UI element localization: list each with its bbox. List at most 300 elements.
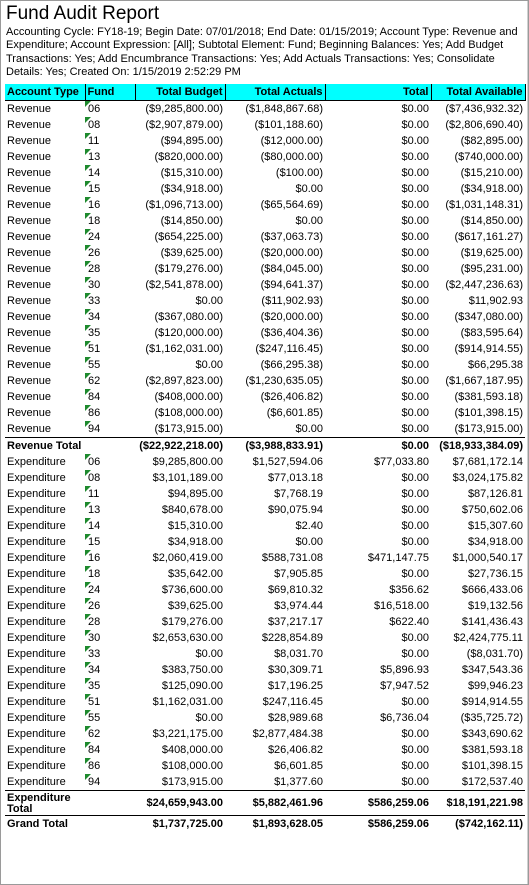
- total-budget-cell: ($2,897,823.00): [145, 375, 223, 387]
- total-actuals-cell: $30,309.71: [267, 664, 323, 676]
- total-available-cell: $172,537.40: [461, 776, 523, 788]
- total-available-cell: ($35,725.72): [460, 712, 523, 724]
- total-cell: $0.00: [401, 231, 429, 243]
- fund-cell[interactable]: 16: [85, 197, 135, 213]
- total-cell: $0.00: [401, 327, 429, 339]
- table-row: [5, 742, 525, 758]
- total-budget-cell: $3,101,189.00: [152, 472, 223, 484]
- total-available-cell: ($2,806,690.40): [445, 119, 523, 131]
- total-budget-cell: $0.00: [195, 295, 223, 307]
- total-actuals-cell: ($20,000.00): [260, 311, 323, 323]
- total-available-cell: ($14,850.00): [460, 215, 523, 227]
- total-actuals-cell: $0.00: [295, 423, 323, 435]
- total-cell: $0.00: [401, 776, 429, 788]
- table-body: [5, 101, 525, 833]
- fund-cell[interactable]: 14: [85, 165, 135, 181]
- total-actuals-cell: $0.00: [295, 215, 323, 227]
- total-budget-cell: ($2,907,879.00): [145, 119, 223, 131]
- total-actuals-cell: $37,217.17: [267, 616, 323, 628]
- revenue-total-row: [5, 438, 525, 455]
- total-actuals-cell: ($26,406.82): [260, 391, 323, 403]
- expenditure-total-row-available: $18,191,221.98: [431, 791, 525, 816]
- total-available-cell: ($347,080.00): [454, 311, 523, 323]
- total-budget-cell: ($15,310.00): [160, 167, 223, 179]
- table-row: [5, 181, 525, 197]
- total-available-cell: $666,433.06: [461, 584, 523, 596]
- total-available-cell: $66,295.38: [467, 359, 523, 371]
- fund-cell[interactable]: 51: [85, 341, 135, 357]
- total-actuals-cell: ($6,601.85): [266, 407, 323, 419]
- fund-cell[interactable]: 62: [85, 373, 135, 389]
- total-actuals-cell: ($100.00): [275, 167, 323, 179]
- table-row: [5, 293, 525, 309]
- total-budget-cell: $0.00: [195, 648, 223, 660]
- total-actuals-cell: ($84,045.00): [260, 263, 323, 275]
- table-row: [5, 598, 525, 614]
- account-type-cell: Expenditure: [7, 680, 66, 692]
- account-type-cell: Revenue: [7, 247, 52, 259]
- total-available-cell: $19,132.56: [467, 600, 523, 612]
- table-row: [5, 101, 525, 118]
- revenue-total-row-budget: ($22,922,218.00): [135, 438, 225, 455]
- total-available-cell: $2,424,775.11: [453, 632, 523, 644]
- total-cell: $0.00: [401, 247, 429, 259]
- total-cell: $0.00: [401, 536, 429, 548]
- total-budget-cell: ($367,080.00): [154, 311, 223, 323]
- revenue-total-row-actuals: ($3,988,833.91): [225, 438, 325, 455]
- grand-total-row-fund-blank: [85, 816, 135, 833]
- revenue-total-row-available: ($18,933,384.09): [431, 438, 525, 455]
- total-budget-cell: $35,642.00: [167, 568, 223, 580]
- table-row: [5, 309, 525, 325]
- fund-cell[interactable]: 26: [85, 598, 135, 614]
- table-row: [5, 486, 525, 502]
- fund-cell[interactable]: 11: [85, 486, 135, 502]
- total-actuals-cell: $1,527,594.06: [252, 456, 323, 468]
- account-type-cell: Revenue: [7, 231, 52, 243]
- table-row: [5, 678, 525, 694]
- total-cell: $0.00: [401, 135, 429, 147]
- total-available-cell: ($15,210.00): [460, 167, 523, 179]
- total-budget-cell: $108,000.00: [161, 760, 223, 772]
- total-cell: $0.00: [401, 744, 429, 756]
- total-available-cell: $87,126.81: [467, 488, 523, 500]
- total-available-cell: $1,000,540.17: [452, 552, 523, 564]
- total-actuals-cell: ($1,230,635.05): [245, 375, 323, 387]
- table-row: [5, 389, 525, 405]
- total-cell: $0.00: [401, 375, 429, 387]
- fund-cell[interactable]: 94: [85, 774, 135, 791]
- total-budget-cell: ($1,162,031.00): [145, 343, 223, 355]
- total-cell: $0.00: [401, 728, 429, 740]
- account-type-cell: Revenue: [7, 375, 52, 387]
- table-row: [5, 133, 525, 149]
- grand-total-row-actuals: $1,893,628.05: [225, 816, 325, 833]
- total-available-cell: $34,918.00: [467, 536, 523, 548]
- account-type-cell: Expenditure: [7, 504, 66, 516]
- account-type-cell: Revenue: [7, 327, 52, 339]
- fund-cell[interactable]: 11: [85, 133, 135, 149]
- table-row: [5, 229, 525, 245]
- grand-total-row-available: ($742,162.11): [431, 816, 525, 833]
- account-type-cell: Expenditure: [7, 632, 66, 644]
- total-available-cell: ($101,398.15): [454, 407, 523, 419]
- total-actuals-cell: $28,989.68: [267, 712, 323, 724]
- account-type-cell: Revenue: [7, 391, 52, 403]
- total-available-cell: ($1,031,148.31): [445, 199, 523, 211]
- total-budget-cell: $1,162,031.00: [152, 696, 223, 708]
- total-available-cell: $750,602.06: [461, 504, 523, 516]
- total-available-cell: ($34,918.00): [460, 183, 523, 195]
- col-header-total-actuals[interactable]: Total Actuals: [225, 84, 325, 101]
- account-type-cell: Expenditure: [7, 520, 66, 532]
- total-cell: $0.00: [401, 295, 429, 307]
- col-header-total-available[interactable]: Total Available: [431, 84, 525, 101]
- grand-total-row: [5, 816, 525, 833]
- total-cell: $0.00: [401, 760, 429, 772]
- total-budget-cell: ($94,895.00): [160, 135, 223, 147]
- total-available-cell: $381,593.18: [461, 744, 523, 756]
- table-row: [5, 405, 525, 421]
- total-budget-cell: $15,310.00: [167, 520, 223, 532]
- account-type-cell: Expenditure: [7, 616, 66, 628]
- fund-cell[interactable]: 62: [85, 726, 135, 742]
- col-header-total-budget[interactable]: Total Budget: [135, 84, 225, 101]
- fund-cell[interactable]: 18: [85, 566, 135, 582]
- total-actuals-cell: $90,075.94: [267, 504, 323, 516]
- total-budget-cell: $3,221,175.00: [152, 728, 223, 740]
- total-cell: $0.00: [401, 391, 429, 403]
- account-type-cell: Revenue: [7, 263, 52, 275]
- fund-cell[interactable]: 84: [85, 389, 135, 405]
- fund-cell[interactable]: 06: [85, 454, 135, 470]
- total-budget-cell: $9,285,800.00: [152, 456, 223, 468]
- table-row: [5, 470, 525, 486]
- page-edge: [527, 1, 528, 884]
- account-type-cell: Revenue: [7, 167, 52, 179]
- fund-cell[interactable]: 86: [85, 405, 135, 421]
- total-budget-cell: $0.00: [195, 712, 223, 724]
- total-actuals-cell: ($65,564.69): [260, 199, 323, 211]
- total-available-cell: ($83,595.64): [460, 327, 523, 339]
- total-available-cell: $99,946.23: [467, 680, 523, 692]
- expenditure-total-row-actuals: $5,882,461.96: [225, 791, 325, 816]
- table-row: [5, 662, 525, 678]
- table-row: [5, 149, 525, 165]
- account-type-cell: Revenue: [7, 423, 52, 435]
- account-type-cell: Revenue: [7, 119, 52, 131]
- total-available-cell: ($2,447,236.63): [445, 279, 523, 291]
- total-budget-cell: $94,895.00: [167, 488, 223, 500]
- table-row: [5, 774, 525, 791]
- table-row: [5, 277, 525, 293]
- table-row: [5, 213, 525, 229]
- report-parameters: Accounting Cycle: FY18-19; Begin Date: 07/01/2018; End Date: 01/15/2019; Account Type: Revenue and Expenditure; Account Expression: [All]; Subtotal Element: Fund; Beginning Balances: Yes; Add Budget Transactions: Yes; Add Encumbrance Transactions: Yes; Add Actuals Transactions: Yes; Consolidate Details: Yes; Created On: 1/15/2019 2:52:29 PM: [6, 26, 518, 79]
- account-type-cell: Revenue: [7, 103, 52, 115]
- expenditure-total-row-label: Expenditure Total: [5, 791, 85, 816]
- fund-cell[interactable]: 15: [85, 534, 135, 550]
- table-row: [5, 646, 525, 662]
- total-cell: $622.40: [389, 616, 429, 628]
- col-header-account-type[interactable]: Account Type: [5, 84, 85, 101]
- account-type-cell: Revenue: [7, 215, 52, 227]
- total-cell: $0.00: [401, 183, 429, 195]
- total-available-cell: $101,398.15: [461, 760, 523, 772]
- total-actuals-cell: ($36,404.36): [260, 327, 323, 339]
- total-budget-cell: $840,678.00: [161, 504, 223, 516]
- table-row: [5, 710, 525, 726]
- total-actuals-cell: $69,810.32: [267, 584, 323, 596]
- total-actuals-cell: ($66,295.38): [260, 359, 323, 371]
- expenditure-total-row-budget: $24,659,943.00: [135, 791, 225, 816]
- total-actuals-cell: $2,877,484.38: [252, 728, 323, 740]
- grand-total-row-total: $586,259.06: [325, 816, 431, 833]
- total-cell: $0.00: [401, 151, 429, 163]
- fund-cell[interactable]: 30: [85, 277, 135, 293]
- revenue-total-row-total: $0.00: [325, 438, 431, 455]
- total-cell: $0.00: [401, 359, 429, 371]
- table-row: [5, 630, 525, 646]
- table-row: [5, 502, 525, 518]
- total-cell: $0.00: [401, 472, 429, 484]
- fund-cell[interactable]: 30: [85, 630, 135, 646]
- account-type-cell: Expenditure: [7, 568, 66, 580]
- total-actuals-cell: ($20,000.00): [260, 247, 323, 259]
- total-cell: $0.00: [401, 343, 429, 355]
- total-budget-cell: $2,060,419.00: [152, 552, 223, 564]
- total-cell: $0.00: [401, 488, 429, 500]
- total-actuals-cell: ($247,116.45): [255, 343, 323, 355]
- account-type-cell: Expenditure: [7, 744, 66, 756]
- total-actuals-cell: $7,905.85: [274, 568, 323, 580]
- total-budget-cell: $179,276.00: [161, 616, 223, 628]
- total-cell: $0.00: [401, 696, 429, 708]
- total-budget-cell: ($2,541,878.00): [145, 279, 223, 291]
- total-available-cell: $15,307.60: [467, 520, 523, 532]
- total-available-cell: ($173,915.00): [454, 423, 523, 435]
- grand-total-row-label: Grand Total: [5, 816, 85, 833]
- total-budget-cell: ($9,285,800.00): [145, 103, 223, 115]
- account-type-cell: Expenditure: [7, 584, 66, 596]
- total-available-cell: $141,436.43: [461, 616, 523, 628]
- fund-cell[interactable]: 24: [85, 229, 135, 245]
- account-type-cell: Expenditure: [7, 648, 66, 660]
- total-budget-cell: ($179,276.00): [154, 263, 223, 275]
- fund-cell[interactable]: 14: [85, 518, 135, 534]
- total-available-cell: $11,902.93: [468, 295, 523, 307]
- total-actuals-cell: $8,031.70: [274, 648, 323, 660]
- account-type-cell: Revenue: [7, 183, 52, 195]
- fund-cell[interactable]: 51: [85, 694, 135, 710]
- total-available-cell: ($7,436,932.32): [445, 103, 523, 115]
- total-actuals-cell: ($37,063.73): [260, 231, 323, 243]
- total-available-cell: ($617,161.27): [454, 231, 523, 243]
- account-type-cell: Revenue: [7, 295, 52, 307]
- fund-audit-table: [5, 84, 526, 832]
- account-type-cell: Expenditure: [7, 456, 66, 468]
- account-type-cell: Revenue: [7, 407, 52, 419]
- col-header-fund[interactable]: Fund: [85, 84, 135, 101]
- total-budget-cell: ($654,225.00): [154, 231, 223, 243]
- fund-cell[interactable]: 16: [85, 550, 135, 566]
- fund-cell[interactable]: 15: [85, 181, 135, 197]
- table-row: [5, 582, 525, 598]
- total-cell: $0.00: [401, 632, 429, 644]
- fund-cell[interactable]: 35: [85, 325, 135, 341]
- account-type-cell: Revenue: [7, 359, 52, 371]
- total-cell: $0.00: [401, 119, 429, 131]
- table-row: [5, 694, 525, 710]
- fund-cell[interactable]: 33: [85, 646, 135, 662]
- fund-cell[interactable]: 94: [85, 421, 135, 438]
- total-available-cell: ($1,667,187.95): [445, 375, 523, 387]
- account-type-cell: Revenue: [7, 135, 52, 147]
- total-budget-cell: ($820,000.00): [154, 151, 223, 163]
- account-type-cell: Revenue: [7, 311, 52, 323]
- account-type-cell: Expenditure: [7, 488, 66, 500]
- total-budget-cell: $408,000.00: [161, 744, 223, 756]
- table-row: [5, 245, 525, 261]
- total-actuals-cell: $17,196.25: [267, 680, 323, 692]
- total-budget-cell: $34,918.00: [167, 536, 223, 548]
- expenditure-total-row-fund-blank: [85, 791, 135, 816]
- account-type-cell: Revenue: [7, 279, 52, 291]
- total-budget-cell: $2,653,630.00: [152, 632, 223, 644]
- table-row: [5, 518, 525, 534]
- total-cell: $0.00: [401, 520, 429, 532]
- total-available-cell: $914,914.55: [461, 696, 523, 708]
- revenue-total-row-fund-blank: [85, 438, 135, 455]
- account-type-cell: Revenue: [7, 343, 52, 355]
- total-available-cell: ($381,593.18): [454, 391, 523, 403]
- fund-cell[interactable]: 55: [85, 357, 135, 373]
- total-available-cell: $3,024,175.82: [452, 472, 523, 484]
- total-actuals-cell: ($12,000.00): [260, 135, 323, 147]
- total-actuals-cell: $7,768.19: [274, 488, 323, 500]
- table-row: [5, 454, 525, 470]
- total-actuals-cell: $0.00: [295, 183, 323, 195]
- total-actuals-cell: ($101,188.60): [254, 119, 323, 131]
- total-actuals-cell: ($94,641.37): [260, 279, 323, 291]
- account-type-cell: Expenditure: [7, 776, 66, 788]
- total-cell: $0.00: [401, 279, 429, 291]
- fund-cell[interactable]: 86: [85, 758, 135, 774]
- total-cell: $0.00: [401, 648, 429, 660]
- fund-cell[interactable]: 08: [85, 470, 135, 486]
- fund-cell[interactable]: 13: [85, 502, 135, 518]
- fund-cell[interactable]: 18: [85, 213, 135, 229]
- total-cell: $0.00: [401, 263, 429, 275]
- fund-cell[interactable]: 13: [85, 149, 135, 165]
- account-type-cell: Expenditure: [7, 728, 66, 740]
- table-row: [5, 117, 525, 133]
- fund-cell[interactable]: 26: [85, 245, 135, 261]
- account-type-cell: Expenditure: [7, 472, 66, 484]
- account-type-cell: Expenditure: [7, 760, 66, 772]
- total-budget-cell: $125,090.00: [161, 680, 223, 692]
- table-row: [5, 261, 525, 277]
- table-row: [5, 341, 525, 357]
- account-type-cell: Expenditure: [7, 600, 66, 612]
- fund-cell[interactable]: 34: [85, 309, 135, 325]
- table-row: [5, 550, 525, 566]
- total-cell: $0.00: [401, 504, 429, 516]
- fund-cell[interactable]: 08: [85, 117, 135, 133]
- header-row: [5, 84, 525, 101]
- total-cell: $7,947.52: [380, 680, 429, 692]
- total-available-cell: ($95,231.00): [460, 263, 523, 275]
- fund-cell[interactable]: 28: [85, 614, 135, 630]
- table-row: [5, 373, 525, 389]
- total-budget-cell: ($108,000.00): [154, 407, 223, 419]
- total-actuals-cell: $1,377.60: [274, 776, 323, 788]
- total-available-cell: ($914,914.55): [454, 343, 523, 355]
- total-actuals-cell: ($11,902.93): [261, 295, 323, 307]
- total-available-cell: ($740,000.00): [454, 151, 523, 163]
- table-row: [5, 197, 525, 213]
- total-cell: $0.00: [401, 407, 429, 419]
- total-actuals-cell: $228,854.89: [261, 632, 323, 644]
- total-actuals-cell: ($1,848,867.68): [245, 103, 323, 115]
- total-available-cell: $7,681,172.14: [452, 456, 523, 468]
- fund-cell[interactable]: 35: [85, 678, 135, 694]
- account-type-cell: Revenue: [7, 199, 52, 211]
- total-cell: $77,033.80: [373, 456, 429, 468]
- total-budget-cell: ($1,096,713.00): [145, 199, 223, 211]
- total-cell: $0.00: [401, 103, 429, 115]
- total-available-cell: $347,543.36: [461, 664, 523, 676]
- account-type-cell: Expenditure: [7, 664, 66, 676]
- table-row: [5, 566, 525, 582]
- fund-cell[interactable]: 24: [85, 582, 135, 598]
- fund-cell[interactable]: 55: [85, 710, 135, 726]
- fund-cell[interactable]: 06: [85, 101, 135, 118]
- total-budget-cell: ($39,625.00): [160, 247, 223, 259]
- table-row: [5, 421, 525, 438]
- total-actuals-cell: $2.40: [295, 520, 323, 532]
- expenditure-total-row: [5, 791, 525, 816]
- table-row: [5, 325, 525, 341]
- total-actuals-cell: $0.00: [295, 536, 323, 548]
- report-title: Fund Audit Report: [6, 3, 160, 24]
- fund-cell[interactable]: 84: [85, 742, 135, 758]
- total-budget-cell: $173,915.00: [161, 776, 223, 788]
- total-cell: $356.62: [389, 584, 429, 596]
- total-actuals-cell: $3,974.44: [274, 600, 323, 612]
- total-budget-cell: ($34,918.00): [160, 183, 223, 195]
- fund-cell[interactable]: 34: [85, 662, 135, 678]
- total-available-cell: ($8,031.70): [466, 648, 523, 660]
- fund-cell[interactable]: 33: [85, 293, 135, 309]
- total-budget-cell: $383,750.00: [161, 664, 223, 676]
- total-actuals-cell: ($80,000.00): [260, 151, 323, 163]
- total-cell: $6,736.04: [380, 712, 429, 724]
- total-actuals-cell: $247,116.45: [262, 696, 323, 708]
- fund-cell[interactable]: 28: [85, 261, 135, 277]
- account-type-cell: Expenditure: [7, 712, 66, 724]
- total-cell: $0.00: [401, 311, 429, 323]
- total-actuals-cell: $6,601.85: [274, 760, 323, 772]
- total-available-cell: ($19,625.00): [460, 247, 523, 259]
- total-actuals-cell: $77,013.18: [267, 472, 323, 484]
- total-actuals-cell: $588,731.08: [261, 552, 323, 564]
- total-cell: $0.00: [401, 423, 429, 435]
- total-budget-cell: ($14,850.00): [160, 215, 223, 227]
- table-row: [5, 726, 525, 742]
- total-cell: $16,518.00: [373, 600, 429, 612]
- col-header-total[interactable]: Total: [325, 84, 431, 101]
- account-type-cell: Expenditure: [7, 696, 66, 708]
